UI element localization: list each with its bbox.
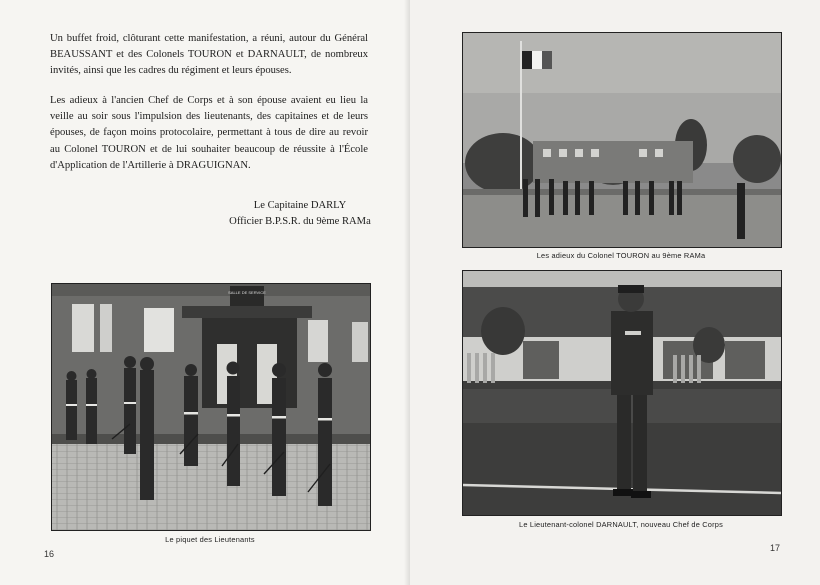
photo-darnault [462, 270, 782, 516]
photo-piquet-lieutenants [51, 283, 371, 531]
paragraph-adieux: Les adieux à l'ancien Chef de Corps et à son épouse avaient eu lieu la veille au soir sous l'impulsion des lieutenants, des capitaines et de leurs épouses, de façon moins protocolaire, permettant à tous de dire au revoir au Colonel TOURON et de lui souhaiter beaucoup de réussite à l'École d'Application de l'Artillerie à DRAGUIGNAN. [50, 95, 368, 171]
signature-role: Officier B.P.S.R. du 9ème RAMa [229, 216, 371, 228]
page-17 [410, 0, 820, 585]
photo-piquet-image [52, 284, 370, 530]
photo-darnault-image [463, 271, 781, 515]
salle-de-service-sign: SALLE DE SERVICE [228, 290, 266, 295]
caption-adieux-touron: Les adieux du Colonel TOURON au 9ème RAMa [536, 251, 706, 260]
page-number-16: 16 [44, 549, 55, 559]
page-number-17: 17 [770, 543, 781, 553]
signature-name: Le Capitaine DARLY [253, 200, 347, 211]
signature-block [200, 198, 400, 230]
paragraph-buffet: Un buffet froid, clôturant cette manifestation, a réuni, autour du Général BEAUSSANT et des Colonels TOURON et DARNAULT, de nombreux invités, ainsi que les cadres du régiment et leurs épouses. [50, 33, 368, 77]
photo-adieux-image [463, 33, 781, 247]
caption-piquet: Le piquet des Lieutenants [165, 535, 255, 544]
photo-adieux-touron [462, 32, 782, 248]
caption-darnault: Le Lieutenant-colonel DARNAULT, nouveau Chef de Corps [519, 520, 723, 529]
